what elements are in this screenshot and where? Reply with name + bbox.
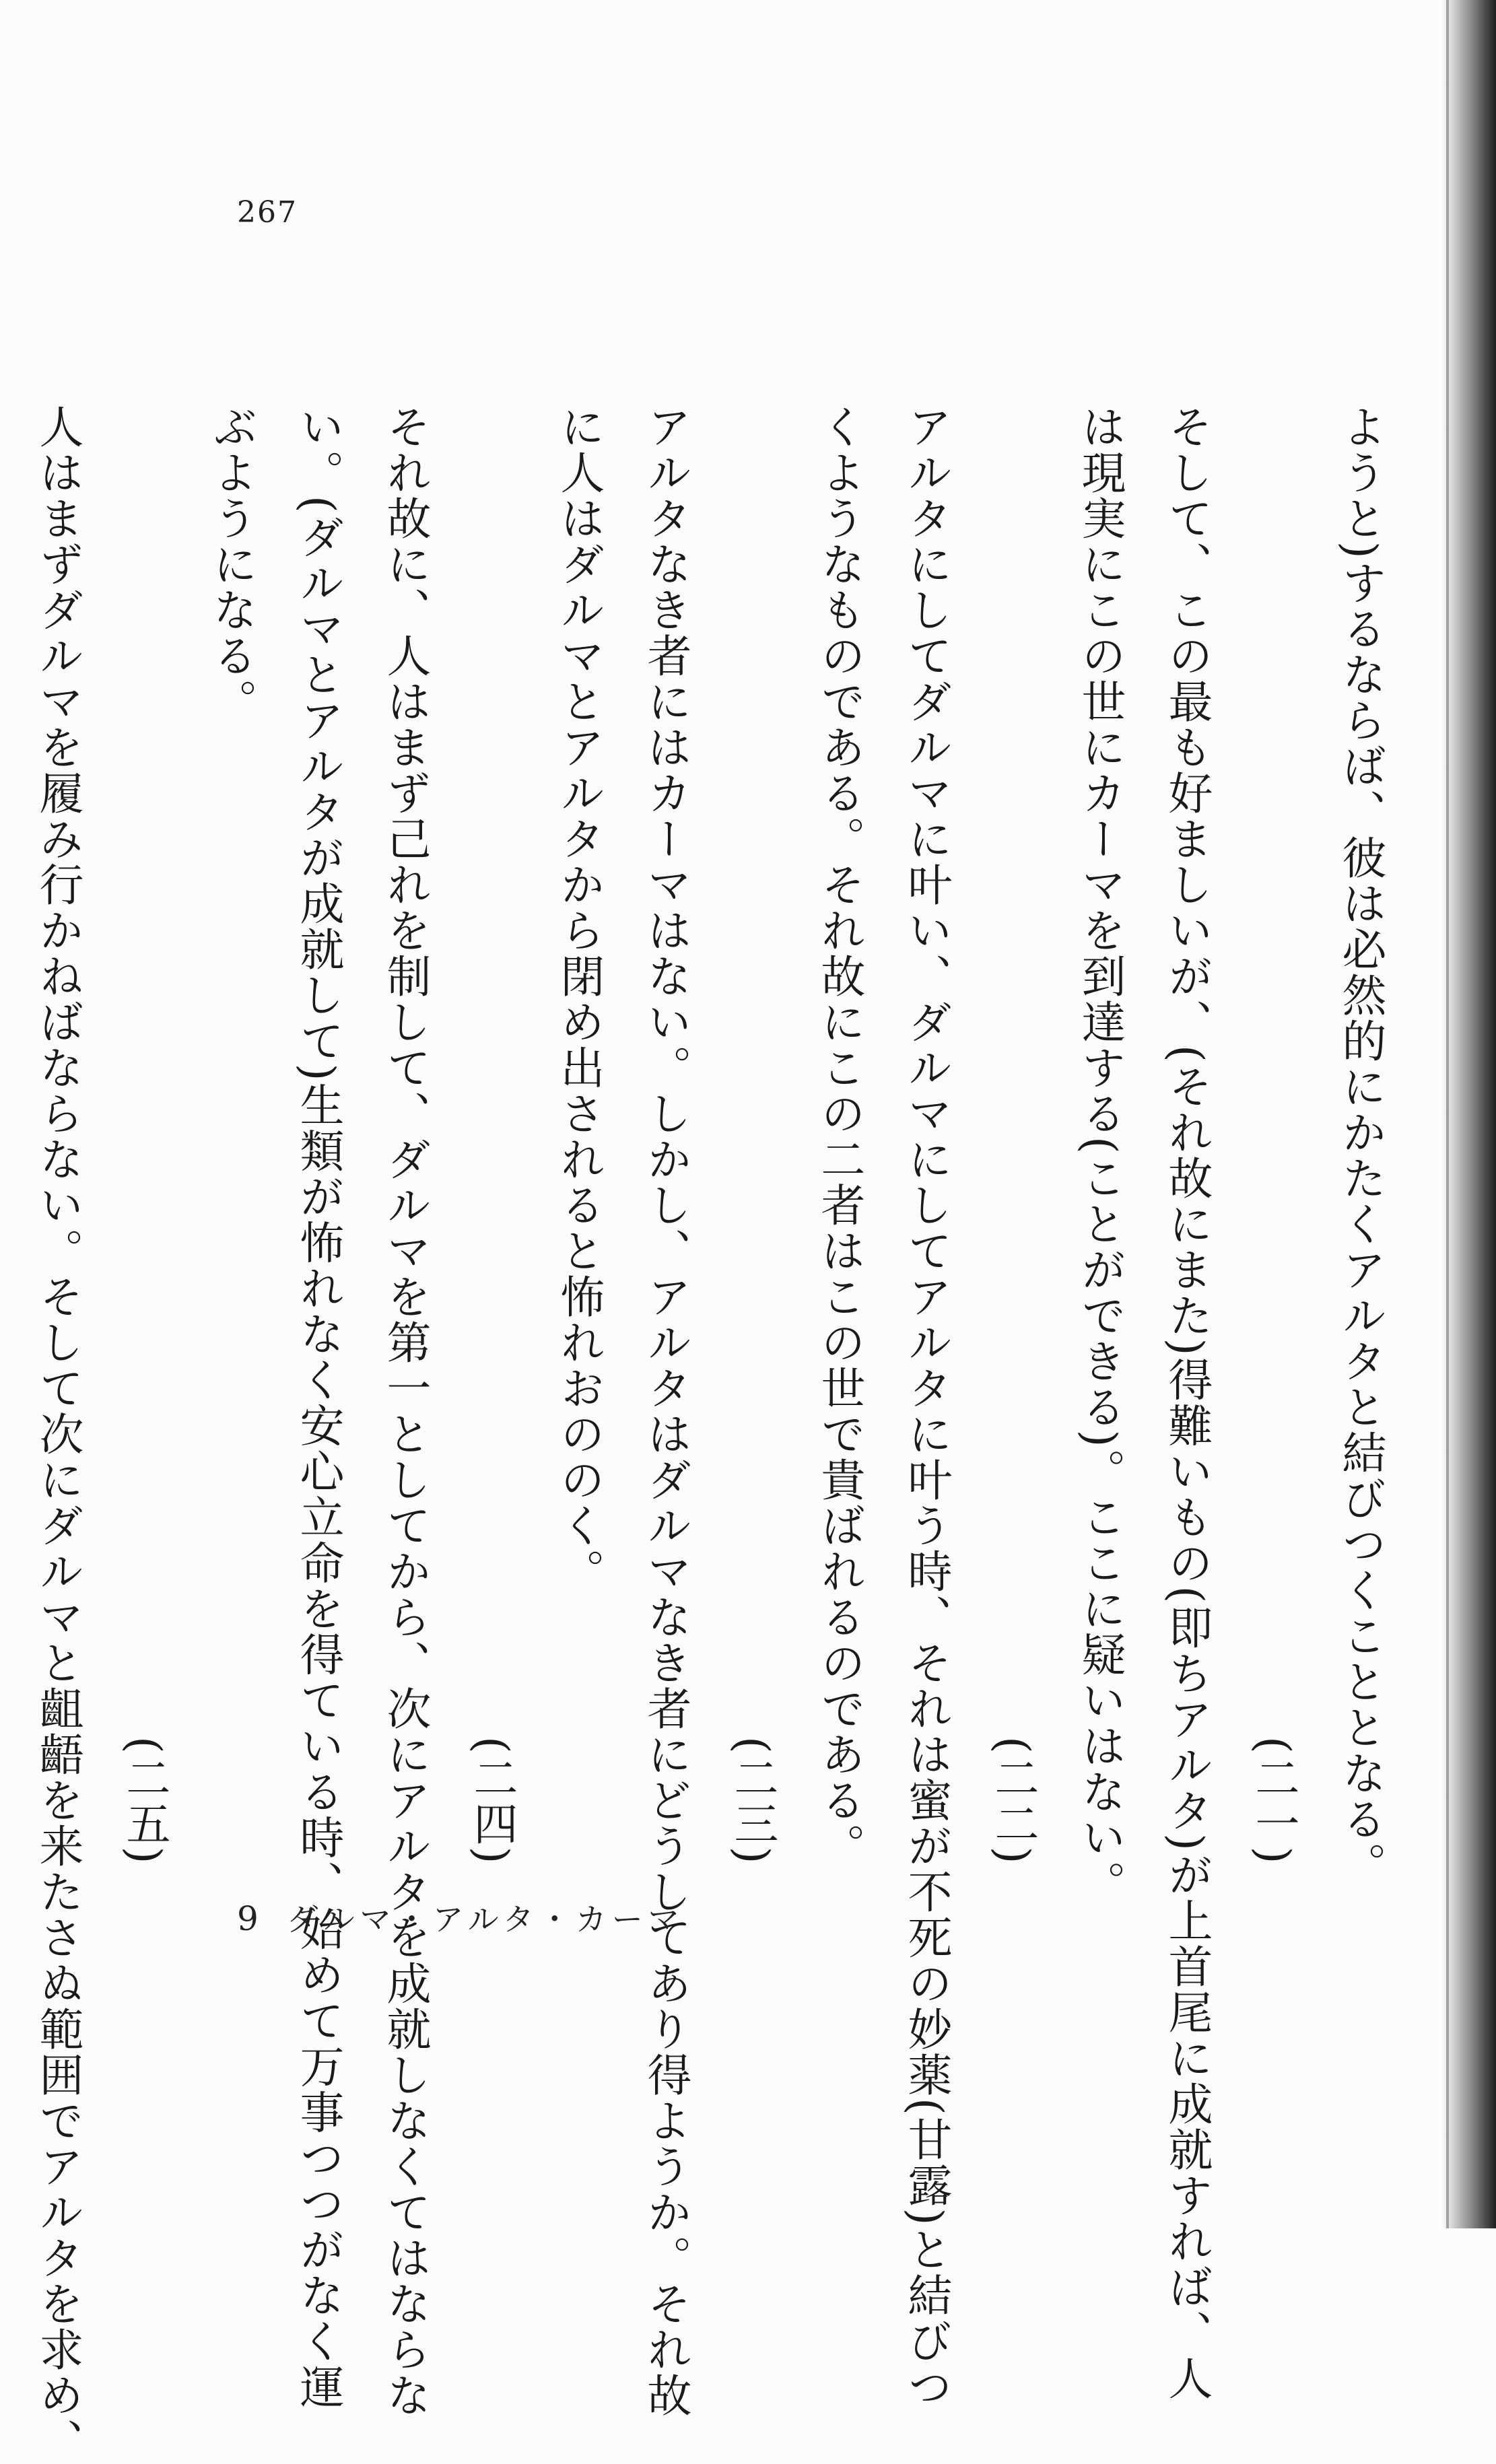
- verse-number: (二四): [466, 1736, 518, 1865]
- text-line: [448, 404, 622, 1865]
- line-text: アルタにしてダルマに叶い、ダルマにしてアルタに叶う時、それは蜜が不死の妙薬(甘露)と結びつ: [900, 404, 952, 2410]
- line-text: 人はまずダルマを履み行かねばならない。そして次にダルマと齟齬を来たさぬ範囲でアルタを求め、: [32, 404, 83, 2464]
- text-line: [883, 404, 970, 2410]
- text-line: [14, 404, 101, 2464]
- text-line: [709, 404, 883, 1869]
- line-text: に人はダルマとアルタから閉め出されると怖れおののく。: [553, 404, 605, 1594]
- line-text: それ故に、人はまず己れを制して、ダルマを第一としてから、次にアルタを成就しなくてはならな: [379, 404, 431, 2418]
- text-line: [1230, 404, 1404, 1888]
- page-number: 267: [237, 195, 298, 230]
- book-spine-edge: [1446, 0, 1449, 2228]
- line-text: は現実にこの世にカーマを到達する(ことができる)。ここに疑いはない。: [1074, 404, 1126, 1907]
- line-text: い。(ダルマとアルタが成就して)生類が怖れなく安心立命を得ている時、始めて万事つつがなく運: [292, 404, 344, 2410]
- chapter-number: 9: [237, 1899, 259, 1938]
- book-spine-shadow: [1442, 0, 1496, 2228]
- text-line: [0, 404, 14, 1865]
- line-text: アルタなき者にはカーマはない。しかし、アルタはダルマなき者にどうしてあり得ようか。それ故: [640, 404, 691, 2418]
- text-line: [101, 404, 275, 1865]
- verse-number: (二三): [726, 1736, 778, 1865]
- text-line: [622, 404, 709, 2418]
- chapter-title: ダルマ・アルタ・カーマ: [287, 1901, 685, 1938]
- verse-number: (二五): [118, 1736, 170, 1865]
- line-text: くようなものである。それ故にこの二者はこの世で貴ばれるのである。: [813, 404, 865, 1869]
- text-line: [1143, 404, 1230, 2401]
- line-text: ぶようになる。: [205, 404, 257, 724]
- line-text: ようと)するならば、彼は必然的にかたくアルタと結びつくこととなる。: [1334, 404, 1386, 1888]
- line-text: そして、この最も好ましいが、(それ故にまた)得難いもの(即ちアルタ)が上首尾に成就すれば、人: [1161, 404, 1213, 2401]
- text-line: [970, 404, 1143, 1907]
- line-text: [0, 404, 14, 1865]
- verse-number: (二二): [987, 1736, 1039, 1865]
- verse-number: (二一): [1248, 1736, 1299, 1865]
- text-line: [275, 404, 362, 2410]
- text-line: [362, 404, 448, 2418]
- running-footer: [237, 1895, 685, 1940]
